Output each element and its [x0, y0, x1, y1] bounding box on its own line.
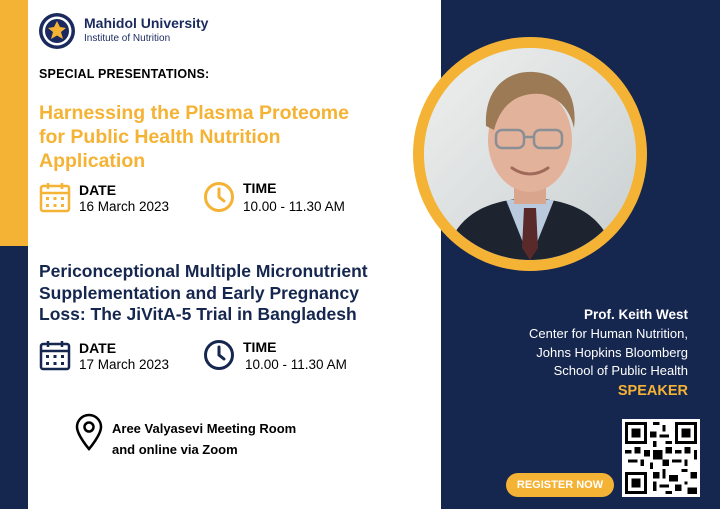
calendar-icon — [39, 339, 71, 371]
talk-2-title-line: Periconceptional Multiple Micronutrient — [39, 261, 368, 281]
talk-1-title-line: Application — [39, 150, 146, 172]
talk-2-title-line: Loss: The JiVitA-5 Trial in Bangladesh — [39, 304, 357, 324]
venue-line: Aree Valyasevi Meeting Room — [112, 421, 297, 436]
mahidol-logo-icon — [38, 12, 76, 50]
speaker-affiliation-line: Johns Hopkins Bloomberg — [536, 345, 688, 360]
clock-icon — [203, 181, 235, 213]
talk-1-date: 16 March 2023 — [79, 199, 170, 214]
date-label: DATE — [79, 182, 117, 198]
speaker-role: SPEAKER — [617, 383, 688, 399]
speaker-affiliation-line: Center for Human Nutrition, — [529, 326, 688, 341]
venue-line: and online via Zoom — [112, 442, 238, 457]
talk-1-title-line: for Public Health Nutrition — [39, 126, 281, 148]
clock-icon — [203, 339, 235, 371]
speaker-name: Prof. Keith West — [583, 307, 688, 322]
talk-2-title — [39, 261, 439, 326]
university-name: Mahidol University — [84, 15, 209, 31]
calendar-icon — [39, 181, 71, 213]
talk-1-title — [39, 101, 419, 173]
talk-2-title-line: Supplementation and Early Pregnancy — [39, 282, 359, 303]
accent-bar-gold — [0, 0, 28, 246]
time-label: TIME — [243, 180, 277, 196]
accent-bar-navy — [0, 246, 28, 509]
section-heading: SPECIAL PRESENTATIONS: — [39, 67, 210, 81]
speaker-affiliation-line: School of Public Health — [553, 363, 688, 378]
location-pin-icon — [74, 413, 104, 451]
speaker-photo — [424, 48, 636, 260]
qr-code-icon[interactable] — [622, 419, 700, 497]
speaker-portrait-icon — [424, 48, 636, 260]
time-label: TIME — [243, 339, 277, 355]
talk-2-time: 10.00 - 11.30 AM — [245, 357, 347, 372]
talk-1-time: 10.00 - 11.30 AM — [243, 199, 345, 214]
date-label: DATE — [79, 340, 117, 356]
venue — [112, 418, 296, 460]
register-button[interactable]: REGISTER NOW — [506, 473, 614, 497]
talk-2-date: 17 March 2023 — [79, 357, 170, 372]
institute-name: Institute of Nutrition — [84, 33, 171, 44]
talk-1-title-line: Harnessing the Plasma Proteome — [39, 102, 349, 124]
